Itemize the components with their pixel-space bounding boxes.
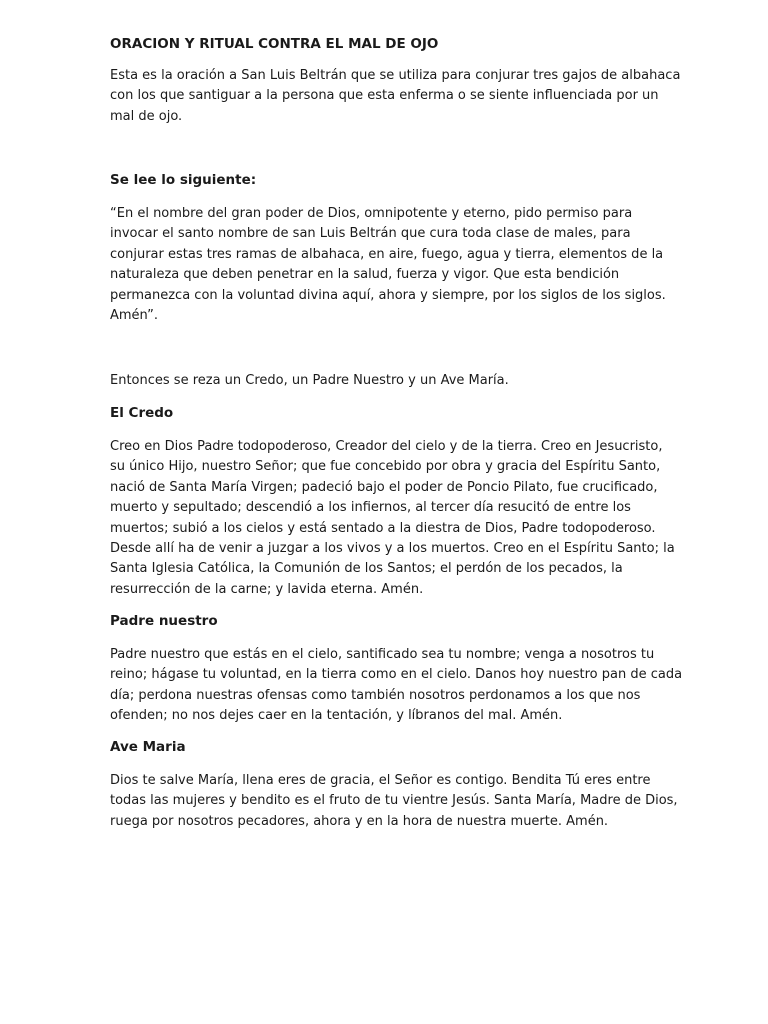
invocation-line: Amén”. (110, 308, 158, 324)
invocation-line: invocar el santo nombre de san Luis Beltrán que cura toda clase de males, para (110, 226, 631, 242)
padre-nuestro-line: reino; hágase tu voluntad, en la tierra como en el cielo. Danos hoy nuestro pan de cada (110, 667, 683, 683)
section-heading-padre-nuestro: Padre nuestro (110, 613, 218, 629)
section-heading-read: Se lee lo siguiente: (110, 172, 257, 188)
credo-line: Creo en Dios Padre todopoderoso, Creador del cielo y de la tierra. Creo en Jesucristo, (110, 439, 663, 454)
invocation-line: “En el nombre del gran poder de Dios, omnipotente y eterno, pido permiso para (110, 206, 633, 221)
document-title: ORACION Y RITUAL CONTRA EL MAL DE OJO (110, 36, 439, 52)
credo-line: nació de Santa María Virgen; padeció bajo el poder de Poncio Pilato, fue crucificado, (110, 479, 658, 495)
invocation-line: permanezca con la voluntad divina aquí, ahora y siempre, por los siglos de los siglos. (110, 287, 666, 303)
ave-maria-line: Dios te salve María, llena eres de gracia, el Señor es contigo. Bendita Tú eres entre (110, 773, 651, 788)
padre-nuestro-line: Padre nuestro que estás en el cielo, santificado sea tu nombre; venga a nosotros tu (110, 647, 655, 662)
credo-line: muerto y sepultado; descendió a los infiernos, al tercer día resucitó de entre los (110, 500, 631, 516)
then-line: Entonces se reza un Credo, un Padre Nuestro y un Ave María. (110, 373, 509, 388)
section-heading-credo: El Credo (110, 405, 174, 421)
intro-line: mal de ojo. (110, 108, 183, 124)
intro-line: Esta es la oración a San Luis Beltrán que se utiliza para conjurar tres gajos de albahaca (110, 68, 681, 83)
invocation-line: naturaleza que deben penetrar en la salud, fuerza y vigor. Que esta bendición (110, 267, 620, 283)
credo-line: Santa Iglesia Católica, la Comunión de los Santos; el perdón de los pecados, la (110, 561, 623, 577)
invocation-paragraph (110, 204, 666, 326)
credo-line: resurrección de la carne; y lavida eterna. Amén. (110, 581, 424, 597)
credo-line: Desde allí ha de venir a juzgar a los vivos y a los muertos. Creo en el Espíritu Santo; la (110, 541, 675, 557)
then-paragraph (110, 371, 662, 391)
padre-nuestro-line: ofenden; no nos dejes caer en la tentación, y líbranos del mal. Amén. (110, 708, 563, 724)
intro-paragraph (110, 66, 681, 127)
ave-maria-line: ruega por nosotros pecadores, ahora y en la hora de nuestra muerte. Amén. (110, 813, 609, 829)
intro-line: con los que santiguar a la persona que esta enferma o se siente influenciada por un (110, 88, 659, 104)
padre-nuestro-paragraph (110, 645, 683, 727)
section-heading-ave-maria: Ave Maria (110, 739, 186, 755)
ave-maria-line: todas las mujeres y bendito es el fruto de tu vientre Jesús. Santa María, Madre de Dios, (110, 793, 678, 809)
credo-paragraph (110, 437, 675, 600)
credo-line: muertos; subió a los cielos y está sentado a la diestra de Dios, Padre todopoderoso. (110, 520, 656, 536)
padre-nuestro-line: día; perdona nuestras ofensas como también nosotros perdonamos a los que nos (110, 687, 641, 703)
invocation-line: conjurar estas tres ramas de albahaca, en aire, fuego, agua y tierra, elementos de la (110, 246, 664, 262)
ave-maria-paragraph (110, 771, 678, 832)
credo-line: su único Hijo, nuestro Señor; que fue concebido por obra y gracia del Espíritu Santo, (110, 459, 661, 475)
